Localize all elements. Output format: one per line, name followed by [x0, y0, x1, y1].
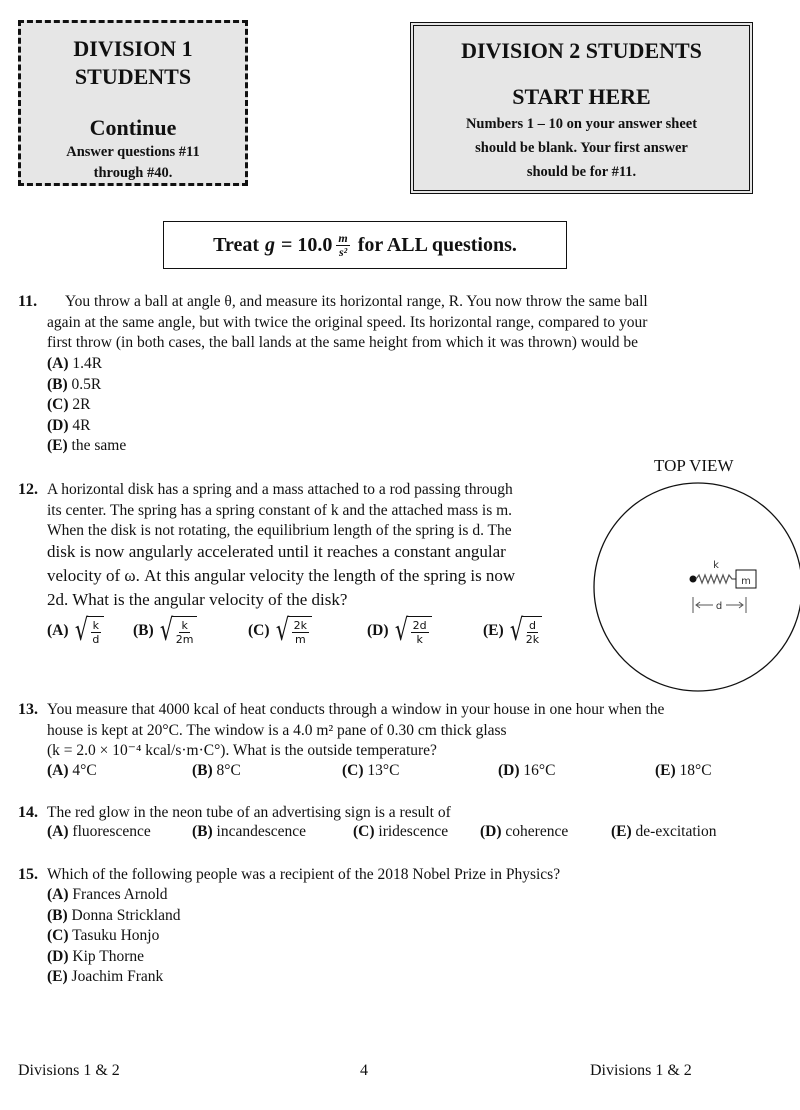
q15-line1: Which of the following people was a recipient of the 2018 Nobel Prize in Physics? — [47, 866, 561, 883]
division2-start: START HERE — [512, 84, 651, 109]
q12-option — [133, 613, 197, 648]
q12-option — [248, 613, 312, 648]
q13-option-text: 13°C — [367, 762, 400, 779]
q12-option — [367, 613, 432, 648]
q15-option — [47, 967, 163, 988]
q14-option — [47, 823, 151, 841]
gravity-suffix: for ALL questions. — [357, 233, 517, 256]
q11-option — [47, 354, 102, 375]
q15-option-label: (C) — [47, 927, 69, 944]
q14-option-text: coherence — [505, 823, 569, 840]
q13-number: 13. — [18, 701, 38, 718]
q11-option-text: the same — [71, 437, 127, 454]
q14-option-label: (A) — [47, 823, 69, 840]
radicand-numerator: k — [92, 619, 100, 632]
q14-option-label: (B) — [192, 823, 213, 840]
q15-option-label: (B) — [47, 906, 68, 924]
q13-option — [342, 762, 399, 780]
gravity-equals: = 10.0 — [281, 233, 333, 256]
division1-sub2: through #40. — [93, 165, 173, 181]
square-root-expression — [392, 613, 432, 648]
q14-option — [480, 823, 568, 841]
q15-option — [47, 906, 180, 927]
q13-option — [192, 762, 241, 780]
division2-notice — [410, 22, 753, 194]
gravity-unit-den: s² — [338, 244, 348, 259]
q15-number: 15. — [18, 866, 38, 883]
q13-option — [498, 762, 555, 780]
q12-line5: velocity of ω. At this angular velocity the length of the spring is now — [47, 566, 516, 585]
q13-option-text: 18°C — [679, 762, 712, 779]
gravity-unit-fraction — [336, 232, 349, 259]
q14-option-text: fluorescence — [72, 823, 151, 840]
disk-diagram — [592, 478, 800, 700]
q15-option-text: Donna Strickland — [71, 906, 181, 924]
q13-option-text: 8°C — [216, 762, 241, 779]
radicand-numerator: 2k — [293, 619, 308, 632]
radical-sign: √ — [159, 613, 173, 648]
center-pivot — [690, 576, 697, 583]
q12-option-label: (B) — [133, 622, 154, 639]
disk-outline — [594, 483, 800, 691]
q11-option — [47, 436, 126, 457]
footer-page-number: 4 — [360, 1062, 368, 1079]
q14-option-text: incandescence — [216, 823, 307, 840]
radical-sign: √ — [394, 613, 408, 648]
q13-option-label: (E) — [655, 762, 676, 779]
q13-option-label: (C) — [342, 762, 364, 779]
radicand-denominator: 2k — [525, 633, 540, 646]
q11-number: 11. — [18, 293, 38, 310]
q14-option — [192, 823, 306, 841]
q15-option-label: (D) — [47, 947, 69, 965]
radicand-fraction — [408, 616, 432, 646]
q11-line3: first throw (in both cases, the ball lands at the same height from which it was thrown) would be — [47, 334, 639, 351]
division1-line2: STUDENTS — [74, 64, 192, 89]
radical-sign: √ — [74, 613, 88, 648]
q11-option-text: 1.4R — [72, 355, 103, 372]
q11-option-text: 0.5R — [71, 375, 102, 393]
gravity-prefix: Treat — [213, 233, 260, 256]
q12-option — [47, 613, 104, 648]
division2-sub1: Numbers 1 – 10 on your answer sheet — [465, 116, 698, 132]
q13-option — [47, 762, 97, 780]
q11-option-label: (E) — [47, 437, 68, 454]
q15-option — [47, 885, 168, 906]
q15-option-text: Kip Thorne — [72, 947, 145, 965]
radicand-fraction — [523, 616, 542, 646]
q12-option-label: (D) — [367, 622, 389, 639]
q12-option-label: (C) — [248, 622, 270, 639]
radicand-fraction — [88, 616, 104, 646]
q15-option — [47, 947, 144, 968]
q11-option — [47, 395, 91, 416]
square-root-expression — [273, 613, 313, 648]
square-root-expression — [157, 613, 197, 648]
q14-option-text: iridescence — [378, 823, 449, 840]
q14-option — [611, 823, 716, 841]
q12-line6: 2d. What is the angular velocity of the disk? — [47, 590, 348, 609]
question-13 — [18, 700, 788, 759]
q14-option-label: (C) — [353, 823, 375, 840]
q12-line2: its center. The spring has a spring constant of k and the attached mass is m. — [47, 501, 513, 519]
footer-left: Divisions 1 & 2 — [18, 1062, 120, 1079]
spring-coil — [696, 575, 736, 583]
q11-line2: again at the same angle, but with twice the original speed. Its horizontal range, compared to your — [47, 313, 648, 331]
q13-option — [655, 762, 712, 780]
footer-right: Divisions 1 & 2 — [590, 1062, 692, 1079]
gravity-unit-num: m — [338, 230, 348, 245]
top-view-title: TOP VIEW — [654, 456, 734, 475]
length-label: d — [715, 601, 723, 612]
q13-line3: (k = 2.0 × 10⁻⁴ kcal/s·m·C°). What is the outside temperature? — [47, 742, 437, 759]
q14-option — [353, 823, 448, 841]
q15-option-text: Joachim Frank — [71, 968, 164, 985]
q12-option — [483, 613, 542, 648]
q15-option — [47, 926, 159, 947]
question-11 — [18, 292, 788, 351]
division2-sub2: should be blank. Your first answer — [475, 140, 688, 156]
q12-line1: A horizontal disk has a spring and a mass attached to a rod passing through — [47, 481, 513, 498]
radicand-denominator: m — [294, 633, 306, 646]
q13-option-text: 16°C — [523, 762, 556, 779]
q11-option — [47, 416, 91, 437]
q15-option-label: (A) — [47, 886, 69, 903]
q14-option-label: (E) — [611, 823, 632, 840]
q11-option-label: (A) — [47, 355, 69, 372]
division1-line1: DIVISION 1 — [73, 36, 193, 61]
gravity-var: g — [265, 233, 276, 256]
mass-label: m — [741, 576, 751, 587]
question-15 — [18, 865, 788, 886]
q12-number: 12. — [18, 481, 38, 498]
gravity-notice — [163, 221, 567, 269]
q13-option-label: (A) — [47, 762, 69, 779]
q15-option-label: (E) — [47, 968, 68, 985]
q13-option-text: 4°C — [72, 762, 97, 779]
radicand-numerator: 2d — [412, 619, 427, 632]
square-root-expression — [507, 613, 543, 648]
radicand-fraction — [289, 616, 312, 646]
radicand-fraction — [173, 616, 197, 646]
q12-option-label: (E) — [483, 622, 504, 639]
q12-line3: When the disk is not rotating, the equilibrium length of the spring is d. The — [47, 522, 512, 539]
division1-sub1: Answer questions #11 — [66, 144, 200, 160]
q11-option-label: (B) — [47, 375, 68, 393]
radicand-denominator: 2m — [175, 633, 194, 646]
q11-option-label: (C) — [47, 396, 69, 413]
division1-notice — [18, 20, 248, 186]
q14-line1: The red glow in the neon tube of an advertising sign is a result of — [47, 804, 451, 821]
q11-option-label: (D) — [47, 416, 69, 434]
radicand-denominator: d — [92, 633, 100, 646]
q13-line2: house is kept at 20°C. The window is a 4.0 m² pane of 0.30 cm thick glass — [47, 721, 507, 739]
division2-title: DIVISION 2 STUDENTS — [461, 38, 702, 63]
radical-sign: √ — [275, 613, 289, 648]
square-root-expression — [72, 613, 105, 648]
q15-option-text: Frances Arnold — [72, 886, 168, 903]
q12-option-label: (A) — [47, 622, 69, 639]
q11-option — [47, 375, 101, 396]
q11-option-text: 2R — [72, 396, 91, 413]
q12-line4: disk is now angularly accelerated until it reaches a constant angular — [47, 542, 506, 561]
division2-sub3: should be for #11. — [526, 164, 637, 180]
q14-option-text: de-excitation — [635, 823, 717, 840]
radicand-numerator: k — [181, 619, 188, 632]
radical-sign: √ — [509, 613, 523, 648]
division1-continue: Continue — [89, 115, 177, 140]
q13-line1: You measure that 4000 kcal of heat conducts through a window in your house in one hour when the — [47, 701, 665, 718]
q11-option-text: 4R — [72, 416, 91, 434]
q11-line1: You throw a ball at angle θ, and measure its horizontal range, R. You now throw the same ball — [65, 293, 648, 310]
radicand-numerator: d — [528, 619, 536, 632]
question-14 — [18, 803, 788, 824]
q14-option-label: (D) — [480, 823, 502, 840]
radicand-denominator: k — [416, 633, 423, 646]
spring-label: k — [713, 560, 719, 571]
question-12 — [18, 480, 598, 609]
q14-number: 14. — [18, 804, 38, 821]
q15-option-text: Tasuku Honjo — [72, 927, 160, 944]
q13-option-label: (D) — [498, 762, 520, 779]
q13-option-label: (B) — [192, 762, 213, 779]
